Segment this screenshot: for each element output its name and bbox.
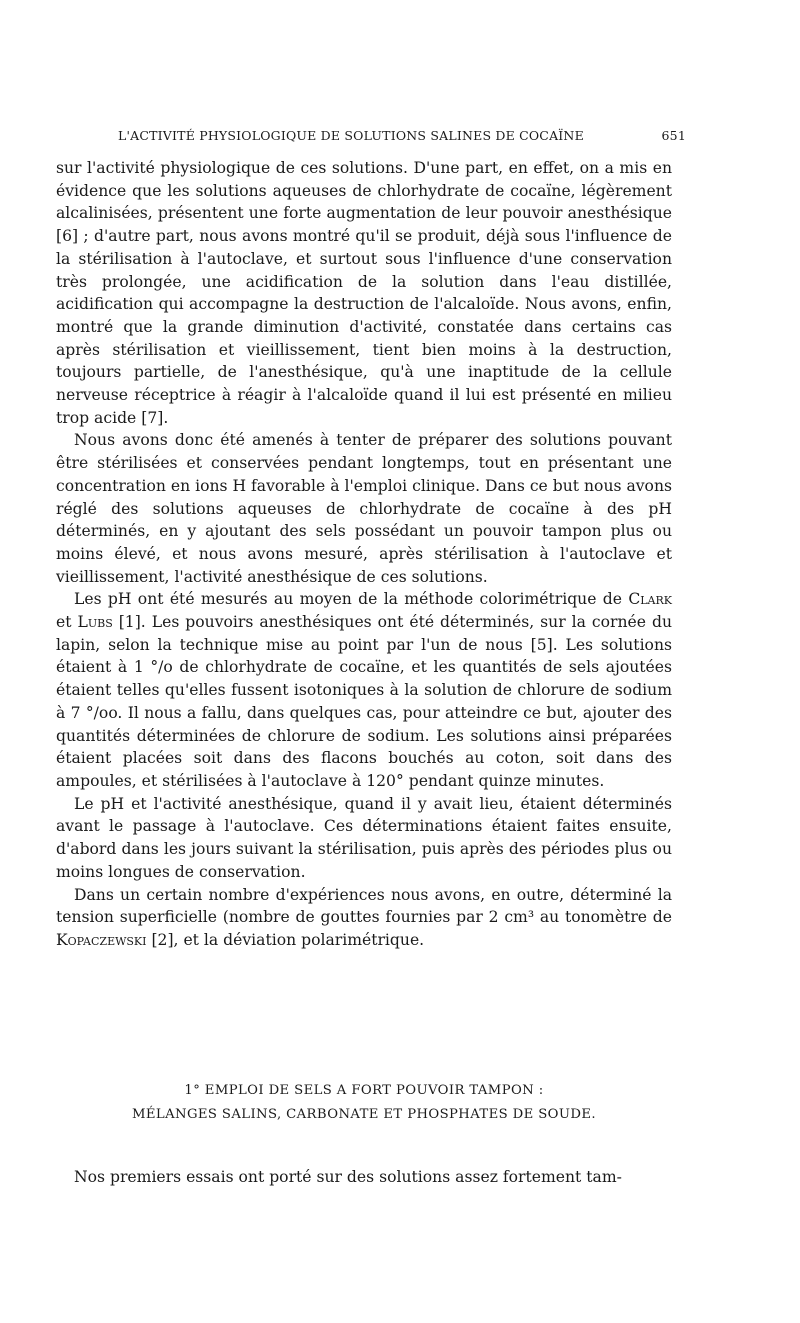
paragraph-3 [56, 588, 672, 792]
paragraph-3-text-c: [1]. Les pouvoirs anesthésiques ont été déterminés, sur la cornée du lapin, selon la technique mise au point par l'un de nous [5]. Les solutions étaient à 1 °/o de chlorhydrate de cocaïne, et les quantités de sels ajoutées étaient telles qu'elles fussent isotoniques à la solution de chlorure de sodium à 7 °/oo. Il nous a fallu, dans quelques cas, pour atteindre ce but, ajouter des quantités déterminées de chlorure de sodium. Les solutions ainsi préparées étaient placées soit dans des flacons bouchés au coton, soit dans des ampoules, et stérilisées à l'autoclave à 120° pendant quinze minutes. [56, 613, 672, 790]
running-title: L'ACTIVITÉ PHYSIOLOGIQUE DE SOLUTIONS SALINES DE COCAÏNE [118, 128, 584, 143]
paragraph-5-text-a: Dans un certain nombre d'expériences nous avons, en outre, déterminé la tension superficielle (nombre de gouttes fournies par 2 cm³ au tonomètre de [56, 885, 672, 927]
paragraph-3-text-a: Les pH ont été mesurés au moyen de la méthode colorimétrique de [74, 590, 629, 609]
running-header [118, 128, 686, 143]
paragraph-5 [56, 884, 672, 952]
paragraph-3-text-b: et [56, 613, 78, 632]
author-clark: Clark [628, 590, 672, 609]
paragraph-5-text-b: [2], et la déviation polarimétrique. [146, 930, 425, 949]
paragraph-2: Nous avons donc été amenés à tenter de préparer des solutions pouvant être stérilisées et conservées pendant longtemps, tout en présentant une concentration en ions H favorable à l'emploi clinique. Dans ce but nous avons réglé des solutions aqueuses de chlorhydrate de cocaïne à des pH déterminés, en y ajoutant des sels possédant un pouvoir tampon plus ou moins élevé, et nous avons mesuré, après stérilisation à l'autoclave et vieillissement, l'activité anesthésique de ces solutions. [56, 431, 672, 586]
author-kopaczewski: Kopaczewski [56, 930, 147, 949]
section-title-line-1: 1° EMPLOI DE SELS A FORT POUVOIR TAMPON : [184, 1083, 544, 1098]
paragraph-6: Nos premiers essais ont porté sur des solutions assez fortement tam- [74, 1168, 622, 1186]
page-number: 651 [661, 128, 686, 143]
section-title-line-2: MÉLANGES SALINS, CARBONATE ET PHOSPHATES DE SOUDE. [132, 1107, 596, 1122]
body-text [56, 157, 672, 952]
paragraph-4: Le pH et l'activité anesthésique, quand il y avait lieu, étaient déterminés avant le passage à l'autoclave. Ces déterminations étaient faites ensuite, d'abord dans les jours suivant la stérilisation, puis après des périodes plus ou moins longues de conservation. [56, 794, 672, 881]
paragraph-1: sur l'activité physiologique de ces solutions. D'une part, en effet, on a mis en évidence que les solutions aqueuses de chlorhydrate de cocaïne, légèrement alcalinisées, présentent une forte augmentation de leur pouvoir anesthésique [6] ; d'autre part, nous avons montré qu'il se produit, déjà sous l'influence de la stérilisation à l'autoclave, et surtout sous l'influence d'une conservation très prolongée, une acidification de la solution dans l'eau distillée, acidification qui accompagne la destruction de l'alcaloïde. Nous avons, enfin, montré que la grande diminution d'activité, constatée dans certains cas après stérilisation et vieillissement, tient bien moins à la destruction, toujours partielle, de l'anesthésique, qu'à une inaptitude de la cellule nerveuse réceptrice à réagir à l'alcaloïde quand il lui est présenté en milieu trop acide [7]. [56, 159, 672, 427]
author-lubs: Lubs [77, 613, 113, 632]
